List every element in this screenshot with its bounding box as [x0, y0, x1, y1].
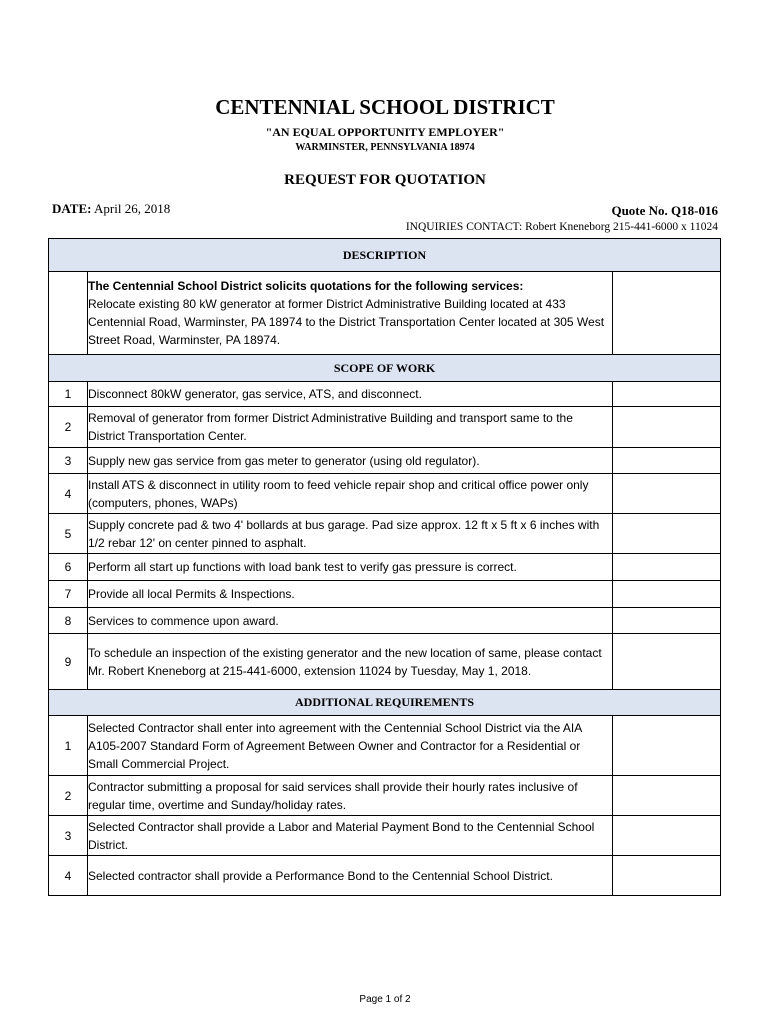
additional-item-num: 4: [49, 856, 88, 896]
scope-item-num: 6: [49, 554, 88, 581]
table-row: [49, 716, 721, 776]
quote-number: Quote No. Q18-016: [611, 203, 718, 218]
scope-item-text: To schedule an inspection of the existing generator and the new location of same, please contact Mr. Robert Kneneborg at 215-441-6000, extension 11024 by Tuesday, May 1, 2018.: [88, 634, 613, 690]
date-value: April 26, 2018: [94, 201, 171, 216]
table-row: [49, 856, 721, 896]
scope-item-num: 5: [49, 514, 88, 554]
description-num-cell: [49, 272, 88, 355]
blank-cell: [613, 514, 721, 554]
date-label: DATE:: [52, 201, 92, 216]
table-row: [49, 816, 721, 856]
section-header-row: [49, 355, 721, 382]
scope-item-text: Supply concrete pad & two 4' bollards at bus garage. Pad size approx. 12 ft x 5 ft x 6 inches with 1/2 rebar 12' on center pinned to asphalt.: [88, 514, 613, 554]
additional-item-num: 2: [49, 776, 88, 816]
blank-cell: [613, 554, 721, 581]
blank-cell: [613, 608, 721, 634]
page-number: Page 1 of 2: [359, 994, 411, 1005]
document-title: REQUEST FOR QUOTATION: [284, 172, 486, 188]
location: WARMINSTER, PENNSYLVANIA 18974: [295, 142, 475, 153]
description-blank-cell: [613, 272, 721, 355]
blank-cell: [613, 448, 721, 474]
table-row: [49, 474, 721, 514]
blank-cell: [613, 474, 721, 514]
scope-item-num: 2: [49, 407, 88, 448]
table-row: [49, 776, 721, 816]
description-intro-text: Relocate existing 80 kW generator at former District Administrative Building located at 433 Centennial Road, Warminster, PA 18974 to the District Transportation Center located at 305 West Street Road, Warminster, PA 18974.: [88, 297, 605, 347]
scope-item-text: Perform all start up functions with load bank test to verify gas pressure is correct.: [88, 554, 613, 581]
table-row: [49, 407, 721, 448]
table-row: [49, 554, 721, 581]
blank-cell: [613, 382, 721, 407]
blank-cell: [613, 407, 721, 448]
table-row: [49, 634, 721, 690]
scope-item-num: 3: [49, 448, 88, 474]
blank-cell: [613, 856, 721, 896]
inquiries-contact: INQUIRIES CONTACT: Robert Kneneborg 215-441-6000 x 11024: [405, 221, 718, 233]
table-row: [49, 382, 721, 407]
scope-item-num: 4: [49, 474, 88, 514]
scope-item-text: Supply new gas service from gas meter to generator (using old regulator).: [88, 448, 613, 474]
subtitle: "AN EQUAL OPPORTUNITY EMPLOYER": [265, 125, 505, 139]
additional-item-num: 1: [49, 716, 88, 776]
quotation-table: [48, 238, 721, 896]
table-row: [49, 608, 721, 634]
scope-item-text: Disconnect 80kW generator, gas service, ATS, and disconnect.: [88, 382, 613, 407]
additional-item-text: Selected Contractor shall provide a Labor and Material Payment Bond to the Centennial School District.: [88, 816, 613, 856]
scope-heading: SCOPE OF WORK: [49, 355, 721, 382]
description-heading: DESCRIPTION: [49, 239, 721, 272]
scope-item-text: Removal of generator from former District Administrative Building and transport same to the District Transportation Center.: [88, 407, 613, 448]
description-row: [49, 272, 721, 355]
scope-item-num: 1: [49, 382, 88, 407]
table-row: [49, 581, 721, 608]
additional-item-num: 3: [49, 816, 88, 856]
description-cell: [88, 272, 613, 355]
additional-item-text: Contractor submitting a proposal for said services shall provide their hourly rates inclusive of regular time, overtime and Sunday/holiday rates.: [88, 776, 613, 816]
page-title: CENTENNIAL SCHOOL DISTRICT: [215, 95, 555, 119]
table-row: [49, 514, 721, 554]
additional-item-text: Selected Contractor shall enter into agreement with the Centennial School District via the AIA A105-2007 Standard Form of Agreement Between Owner and Contractor for a Residential or Small Commercial Project.: [88, 716, 613, 776]
scope-item-num: 8: [49, 608, 88, 634]
date-line: [52, 201, 170, 217]
additional-item-text: Selected contractor shall provide a Performance Bond to the Centennial School District.: [88, 856, 613, 896]
blank-cell: [613, 776, 721, 816]
blank-cell: [613, 634, 721, 690]
section-header-row: [49, 239, 721, 272]
scope-item-num: 9: [49, 634, 88, 690]
scope-item-text: Provide all local Permits & Inspections.: [88, 581, 613, 608]
blank-cell: [613, 816, 721, 856]
table-row: [49, 448, 721, 474]
additional-heading: ADDITIONAL REQUIREMENTS: [49, 690, 721, 716]
blank-cell: [613, 581, 721, 608]
scope-item-text: Services to commence upon award.: [88, 608, 613, 634]
description-intro-bold: The Centennial School District solicits quotations for the following services:: [88, 279, 524, 293]
blank-cell: [613, 716, 721, 776]
scope-item-num: 7: [49, 581, 88, 608]
section-header-row: [49, 690, 721, 716]
scope-item-text: Install ATS & disconnect in utility room to feed vehicle repair shop and critical office power only (computers, phones, WAPs): [88, 474, 613, 514]
